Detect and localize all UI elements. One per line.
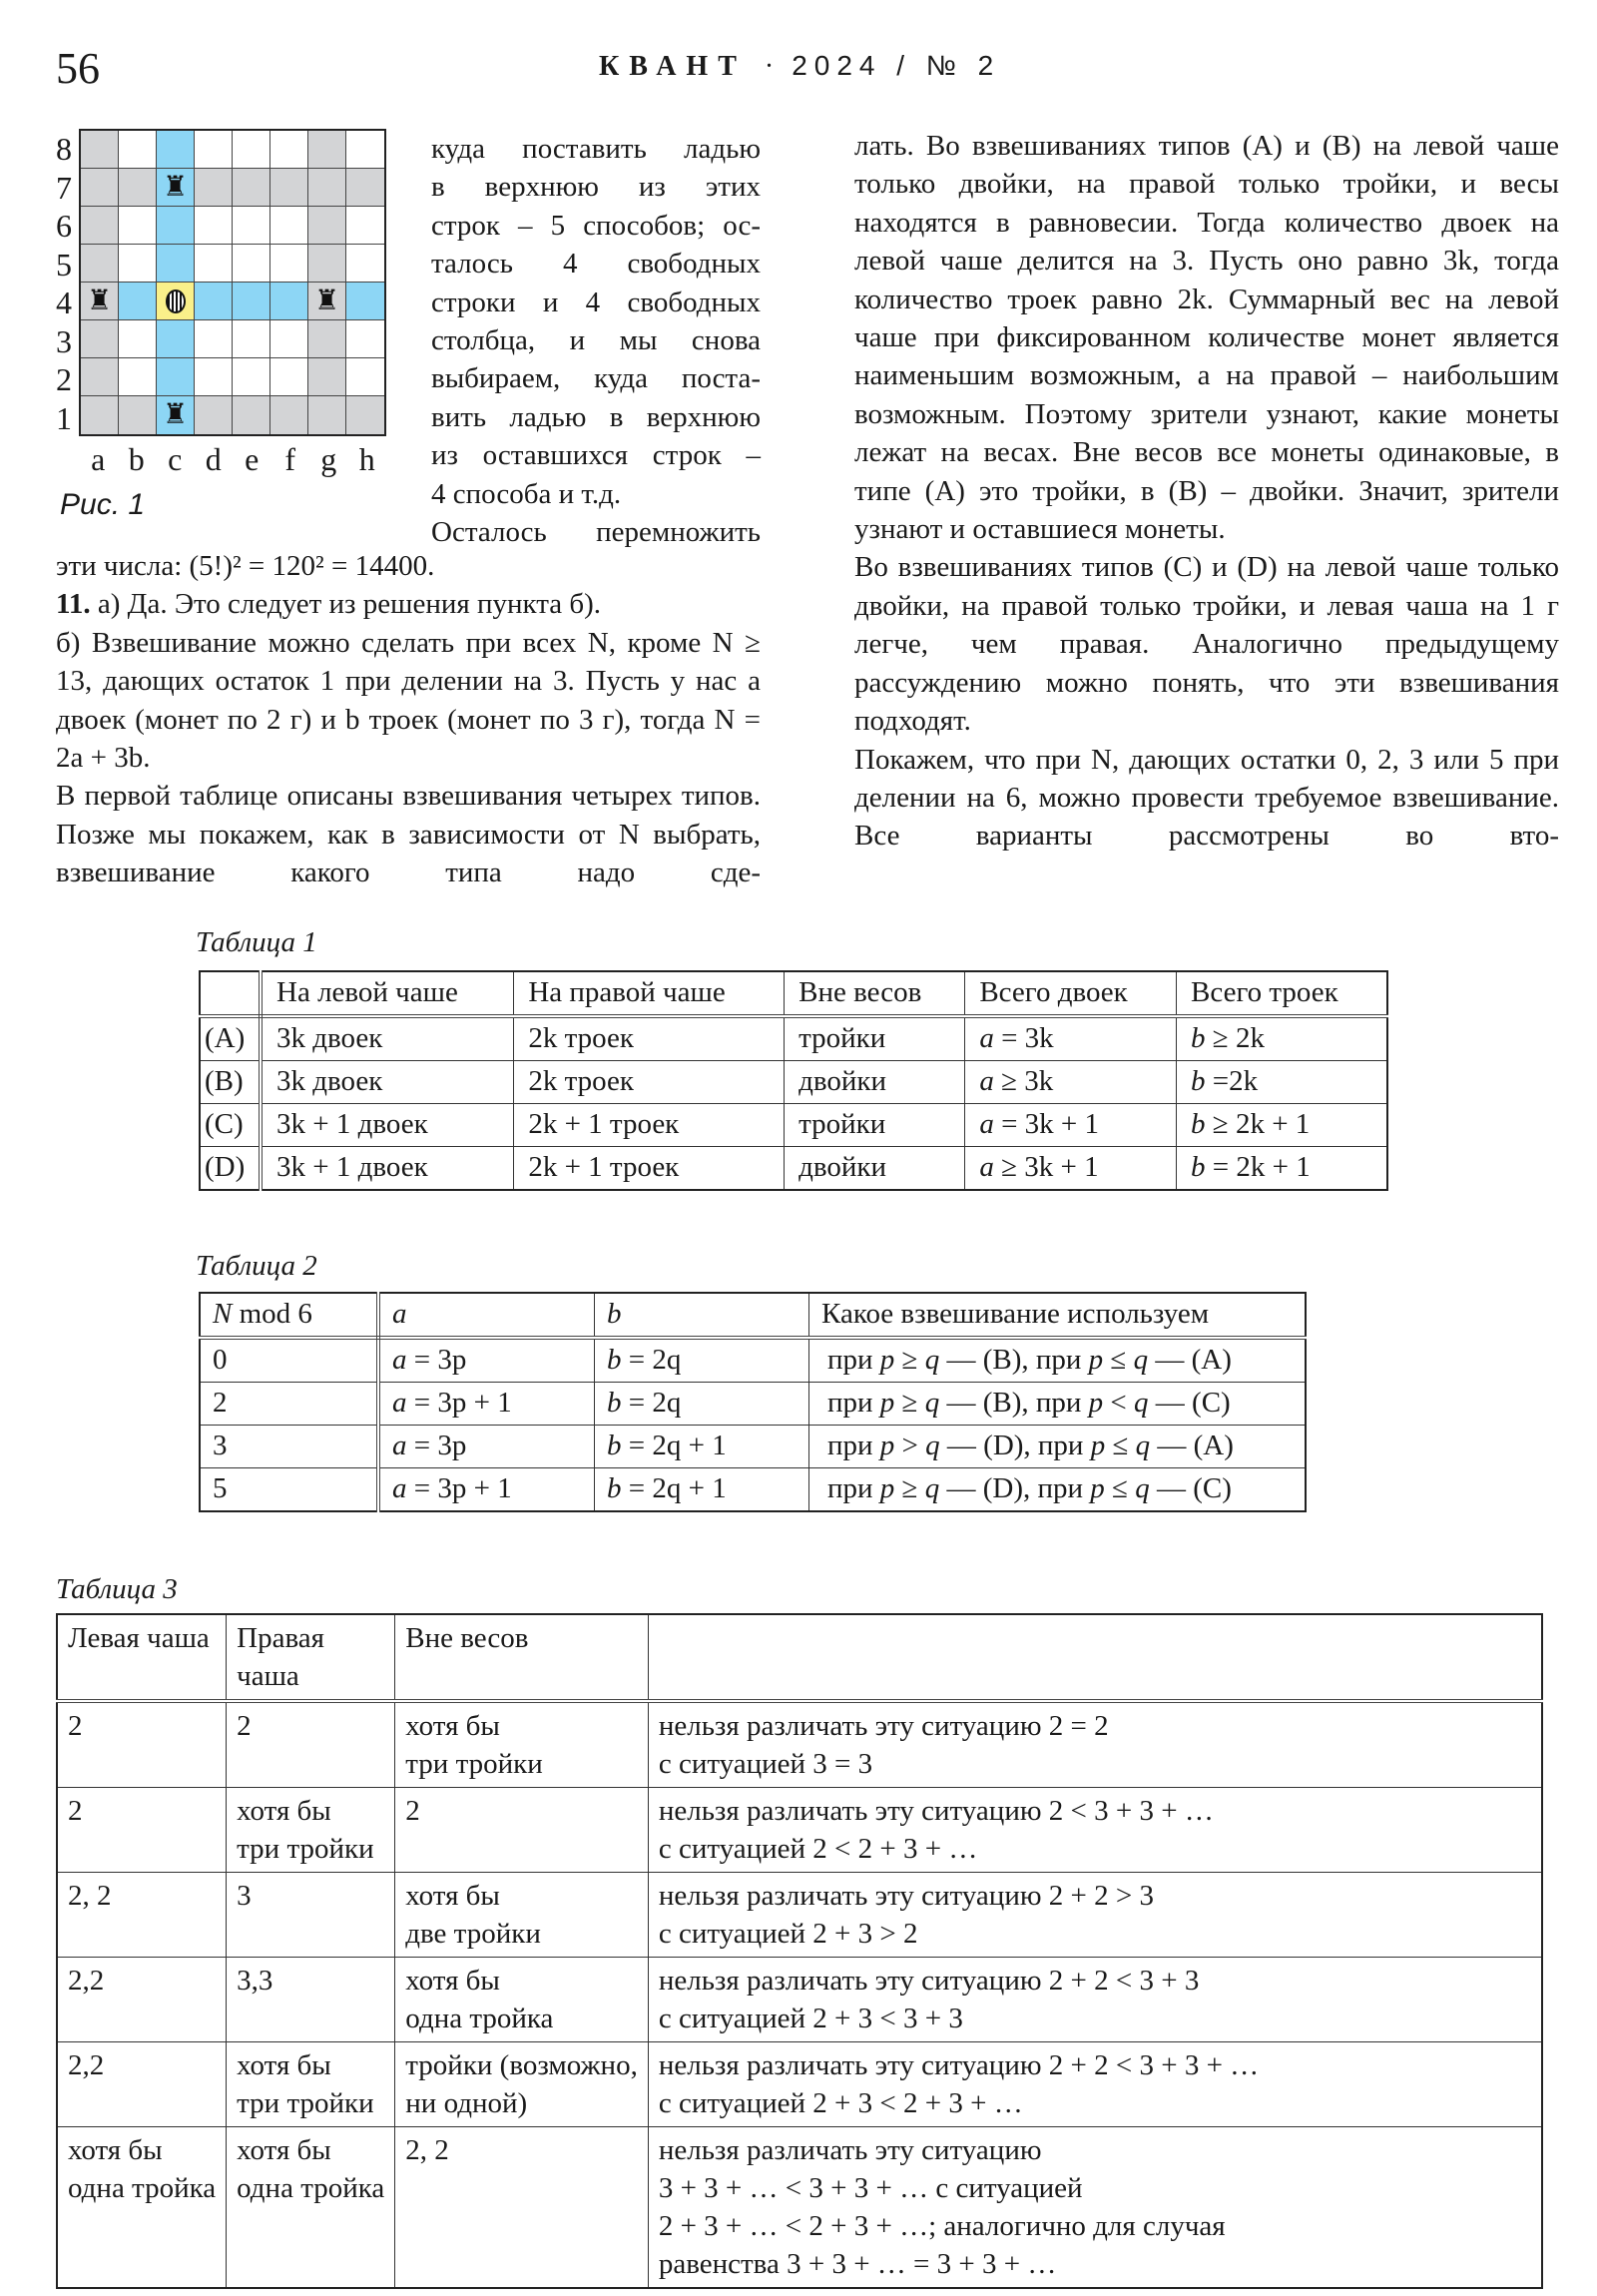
board-square-g5 [308,245,346,283]
cell-line: 3 [237,1880,252,1912]
board-square-e2 [233,358,270,396]
text-beside-figure [431,130,761,551]
table3-row [57,2127,1542,2289]
board-square-h6 [346,207,384,245]
file-label: h [358,441,375,477]
cell-line: 2,2 [68,1965,105,1997]
cell-line: 2 [68,1710,83,1742]
table2-row [200,1383,1306,1426]
text-line: 4 способа и т.д. [431,477,622,510]
problem-number: 11. [56,588,91,621]
board-square-d7 [195,169,233,207]
cell-line: равенства 3 + 3 + … = 3 + 3 + … [658,2248,1057,2280]
table2-cell: при p ≥ q — (B), при p ≤ q — (A) [809,1338,1307,1383]
table3-cell [648,1958,1542,2042]
table3-row [57,2042,1542,2127]
cell-line: с ситуацией 3 = 3 [658,1748,873,1780]
cell-line: 2 [237,1710,252,1742]
right-column-text [854,127,1559,856]
cell-line: хотя бы [405,1880,500,1912]
board-square-f2 [270,358,308,396]
table3-cell [57,2127,227,2289]
cell-line: нельзя различать эту ситуацию 2 + 2 > 3 [658,1880,1154,1912]
table1-cell: (A) [200,1016,261,1061]
table3-cell [227,2127,395,2289]
board-square-g8 [308,131,346,169]
cell-line: одна тройка [237,2172,385,2204]
board-square-c2 [157,358,195,396]
table2-header-cell: Какое взвешивание используем [809,1293,1307,1338]
magazine-title: КВАНТ [599,51,747,82]
figure-caption: Рис. 1 [60,488,146,521]
cell-line: 2, 2 [405,2134,449,2166]
running-head [599,46,1000,87]
cell-line: 2 + 3 + … < 2 + 3 + …; аналогично для случая [658,2210,1226,2242]
cell-line: нельзя различать эту ситуацию 2 < 3 + 3 + … [658,1795,1214,1827]
rank-label: 8 [56,131,72,167]
board-square-f7 [270,169,308,207]
text-line: в верхнюю из этих [431,171,761,204]
table3-cell [57,1873,227,1958]
table1-cell: двойки [785,1061,965,1104]
board-square-f8 [270,131,308,169]
table1-cell: 3k двоек [261,1061,514,1104]
board-square-c1 [157,396,195,434]
board-square-c6 [157,207,195,245]
file-label: e [245,441,260,477]
table1-cell: (B) [200,1061,261,1104]
table3-header-cell: Вне весов [395,1614,649,1701]
board-square-d4 [195,283,233,320]
board-square-h2 [346,358,384,396]
table1-cell: b ≥ 2k + 1 [1177,1104,1387,1147]
cell-line: хотя бы [237,1795,331,1827]
table3-row [57,1873,1542,1958]
rank-label: 5 [56,246,72,283]
cell-line: хотя бы [237,2134,331,2166]
table3-cell [227,1958,395,2042]
cell-line: 3,3 [237,1965,273,1997]
board-square-a5 [81,245,119,283]
board-square-c8 [157,131,195,169]
board-square-a6 [81,207,119,245]
table1-header-cell: На левой чаше [261,971,514,1016]
table1-cell: a ≥ 3k + 1 [965,1147,1177,1191]
board-square-a4 [81,283,119,320]
table1-row [200,1016,1387,1061]
file-label: a [91,441,106,477]
table2-cell: b = 2q [595,1383,809,1426]
text-line: куда поставить ладью [431,133,761,165]
problem-11-tables-intro: В первой таблице описаны взвешивания четырех типов. Позже мы покажем, как в зависимости от N выбрать, взвешивание какого типа надо сде- [56,780,761,889]
table1-cell: двойки [785,1147,965,1191]
table1-header-cell [200,971,261,1016]
table3-cell [395,1958,649,2042]
table3-header-cell: Правая чаша [227,1614,395,1701]
board-square-d5 [195,245,233,283]
board-square-g2 [308,358,346,396]
table1-caption: Таблица 1 [196,926,317,958]
board-square-a1 [81,396,119,434]
table3-cell [57,1958,227,2042]
cell-line: хотя бы [68,2134,163,2166]
board-square-f4 [270,283,308,320]
cell-line: нельзя различать эту ситуацию 2 + 2 < 3 + 3 + … [658,2049,1260,2081]
table3-header-row [57,1614,1542,1701]
board-square-e4 [233,283,270,320]
paragraph-types-cd: Во взвешиваниях типов (C) и (D) на левой чаше только двойки, на правой только тройки, и левая чаша на 1 г легче, чем правая. Аналогично предыдущему рассуждению можно понять, что эти взвешивания подходят. [854,551,1559,738]
rank-label: 2 [56,361,72,397]
table3-cell [648,2042,1542,2127]
cell-line: одна тройка [405,2003,554,2034]
table3-cell [395,2042,649,2127]
table3-cell [227,1701,395,1788]
board-square-b2 [119,358,157,396]
board-square-c4 [157,283,195,320]
table3-row [57,1958,1542,2042]
board-square-e7 [233,169,270,207]
table3-cell [227,2042,395,2127]
board-square-h8 [346,131,384,169]
cell-line: с ситуацией 2 + 3 < 3 + 3 [658,2003,963,2034]
board-square-e8 [233,131,270,169]
board-square-c3 [157,320,195,358]
board-square-e5 [233,245,270,283]
board-square-a3 [81,320,119,358]
text-line: вить ладью в верхнюю [431,400,761,433]
board-square-a2 [81,358,119,396]
table1-header-cell: Всего троек [1177,971,1387,1016]
table2-cell: 2 [200,1383,378,1426]
table3-cell [57,2042,227,2127]
board-square-g1 [308,396,346,434]
rank-labels [52,129,76,436]
cell-line: 2,2 [68,2049,105,2081]
file-label: f [284,441,296,477]
table2-header-row [200,1293,1306,1338]
board-square-g6 [308,207,346,245]
rank-label: 4 [56,285,72,320]
chess-board [79,129,386,436]
board-square-c5 [157,245,195,283]
table1-cell: (D) [200,1147,261,1191]
table1-row [200,1061,1387,1104]
table2-cell: b = 2q + 1 [595,1468,809,1512]
cell-line: ни одной) [405,2087,528,2119]
table1-cell: (C) [200,1104,261,1147]
rook-icon: ♜ [162,171,189,203]
cell-line: хотя бы [405,1965,500,1997]
table3-cell [57,1788,227,1873]
table2-cell: при p > q — (D), при p ≤ q — (A) [809,1426,1307,1468]
table1-row [200,1147,1387,1191]
board-square-d6 [195,207,233,245]
board-square-f3 [270,320,308,358]
table2-cell: 3 [200,1426,378,1468]
table2-cell: b = 2q [595,1338,809,1383]
board-square-a7 [81,169,119,207]
table3-cell [648,1873,1542,1958]
rook-icon: ♜ [86,285,113,316]
text-line: Осталось перемножить [431,516,761,549]
board-square-f5 [270,245,308,283]
table2-cell: при p ≥ q — (B), при p < q — (C) [809,1383,1307,1426]
table3-header-cell: Левая чаша [57,1614,227,1701]
table1-cell: b =2k [1177,1061,1387,1104]
cell-line: три тройки [237,1833,374,1865]
table3-cell [57,1701,227,1788]
table-1 [199,970,1388,1191]
coin-icon [166,289,186,313]
rank-label: 1 [56,399,72,436]
paragraph-types-ab: лать. Во взвешиваниях типов (A) и (B) на левой чаше только двойки, на правой только тройки, и весы находятся в равновесии. Тогда количество двоек на левой чаше делится на 3. Пусть оно равно 3k, тогда количество троек равно 2k. Суммарный вес на левой чаше при фиксированном количестве монет является наименьшим возможным, а на правой – наибольшим возможным. Поэтому зрители узнают, какие монеты лежат на весах. Вне весов все монеты одинаковые, в типе (A) это тройки, в (B) – двойки. Значит, зрители узнают и оставшиеся монеты. [854,130,1559,546]
table2-header-cell: N mod 6 [200,1293,378,1338]
table3-row [57,1701,1542,1788]
text-line: талось 4 свободных [431,248,761,281]
cell-line: тройки (возможно, [405,2049,638,2081]
cell-line: с ситуацией 2 < 2 + 3 + … [658,1833,978,1865]
table3-cell [395,1873,649,1958]
table3-caption: Таблица 3 [56,1573,178,1605]
board-square-d8 [195,131,233,169]
table3-row [57,1788,1542,1873]
table2-caption: Таблица 2 [196,1250,317,1282]
table1-header-cell: Всего двоек [965,971,1177,1016]
cell-line: две тройки [405,1918,541,1950]
board-square-f1 [270,396,308,434]
rank-label: 7 [56,169,72,206]
table2-cell: 0 [200,1338,378,1383]
table3-cell [648,2127,1542,2289]
cell-line: 3 + 3 + … < 3 + 3 + … с ситуацией [658,2172,1083,2204]
cell-line: 2 [405,1795,420,1827]
board-square-a8 [81,131,119,169]
board-square-b7 [119,169,157,207]
page-number: 56 [56,44,100,93]
table2-cell: a = 3p + 1 [378,1383,595,1426]
table3-cell [395,1701,649,1788]
file-label: g [320,441,337,477]
board-square-h1 [346,396,384,434]
board-square-d2 [195,358,233,396]
table1-cell: 2k троек [514,1016,785,1061]
rank-label: 3 [56,322,72,359]
header-separator: · [764,51,775,82]
cell-line: одна тройка [68,2172,217,2204]
table1-cell: 3k + 1 двоек [261,1104,514,1147]
issue-number: 2024 / № 2 [792,50,1001,81]
rook-icon: ♜ [162,399,189,430]
board-square-e1 [233,396,270,434]
cell-line: с ситуацией 2 + 3 > 2 [658,1918,918,1950]
table3-cell [227,1873,395,1958]
table-2 [199,1292,1307,1512]
rank-label: 6 [56,208,72,244]
table1-row [200,1104,1387,1147]
table2-row [200,1426,1306,1468]
cell-line: три тройки [237,2087,374,2119]
table1-cell: 2k + 1 троек [514,1104,785,1147]
table1-cell: 2k троек [514,1061,785,1104]
table1-cell: тройки [785,1104,965,1147]
table1-cell: 2k + 1 троек [514,1147,785,1191]
text-line: столбца, и мы снова [431,324,761,357]
table2-header-cell: a [378,1293,595,1338]
file-labels [79,439,386,479]
cell-line: 2, 2 [68,1880,112,1912]
table1-cell: a = 3k + 1 [965,1104,1177,1147]
board-square-b4 [119,283,157,320]
table2-cell: a = 3p + 1 [378,1468,595,1512]
table2-cell: a = 3p [378,1338,595,1383]
text-line: из оставшихся строк – [431,439,761,472]
table2-cell: 5 [200,1468,378,1512]
board-square-b5 [119,245,157,283]
problem-11-a: 11. а) Да. Это следует из решения пункта б). [56,588,602,621]
table2-header-cell: b [595,1293,809,1338]
board-square-f6 [270,207,308,245]
table1-header-cell: На правой чаше [514,971,785,1016]
problem-11-b: б) Взвешивание можно сделать при всех N, кроме N ≥ 13, дающих остаток 1 при делении на 3. Пусть у нас a двоек (монет по 2 г) и b троек (монет по 3 г), тогда N = 2a + 3b. [56,626,761,775]
board-square-g3 [308,320,346,358]
text-line: строк – 5 способов; ос- [431,209,761,242]
table1-cell: a ≥ 3k [965,1061,1177,1104]
text-line: строки и 4 свободных [431,286,761,318]
file-label: b [128,441,145,477]
cell-line: хотя бы [237,2049,331,2081]
cell-line: с ситуацией 2 + 3 < 2 + 3 + … [658,2087,1023,2119]
board-square-h5 [346,245,384,283]
table2-cell: при p ≥ q — (D), при p ≤ q — (C) [809,1468,1307,1512]
board-square-b6 [119,207,157,245]
rook-icon: ♜ [313,285,340,316]
table1-cell: 3k двоек [261,1016,514,1061]
table1-cell: b = 2k + 1 [1177,1147,1387,1191]
board-square-d1 [195,396,233,434]
table1-cell: b ≥ 2k [1177,1016,1387,1061]
file-label: c [168,441,183,477]
cell-line: три тройки [405,1748,543,1780]
table1-header-row [200,971,1387,1016]
board-square-d3 [195,320,233,358]
board-square-e3 [233,320,270,358]
cell-line: нельзя различать эту ситуацию 2 = 2 [658,1710,1109,1742]
paragraph-remainders: Покажем, что при N, дающих остатки 0, 2, 3 или 5 при делении на 6, можно провести требуемое взвешивание. Все варианты рассмотрены во вто- [854,743,1559,853]
board-square-h4 [346,283,384,320]
table2-row [200,1468,1306,1512]
table3-cell [648,1788,1542,1873]
table2-cell: b = 2q + 1 [595,1426,809,1468]
table1-header-cell: Вне весов [785,971,965,1016]
cell-line: 2 [68,1795,83,1827]
table1-cell: a = 3k [965,1016,1177,1061]
board-square-e6 [233,207,270,245]
table2-cell: a = 3p [378,1426,595,1468]
board-square-c7 [157,169,195,207]
board-square-b8 [119,131,157,169]
board-square-g4 [308,283,346,320]
table-3 [56,1613,1543,2289]
board-square-h7 [346,169,384,207]
table3-cell [395,2127,649,2289]
board-square-g7 [308,169,346,207]
cell-line: нельзя различать эту ситуацию 2 + 2 < 3 + 3 [658,1965,1200,1997]
text-line: выбираем, куда поста- [431,362,761,395]
table3-cell [227,1788,395,1873]
cell-line: нельзя различать эту ситуацию [658,2134,1042,2166]
table1-cell: 3k + 1 двоек [261,1147,514,1191]
left-column-text [56,547,761,892]
formula-line: эти числа: (5!)² = 120² = 14400. [56,550,435,582]
table1-cell: тройки [785,1016,965,1061]
board-square-h3 [346,320,384,358]
table3-cell [648,1701,1542,1788]
table2-row [200,1338,1306,1383]
cell-line: хотя бы [405,1710,500,1742]
file-label: d [205,441,222,477]
board-square-b1 [119,396,157,434]
table3-cell [395,1788,649,1873]
table3-header-cell [648,1614,1542,1701]
board-square-b3 [119,320,157,358]
